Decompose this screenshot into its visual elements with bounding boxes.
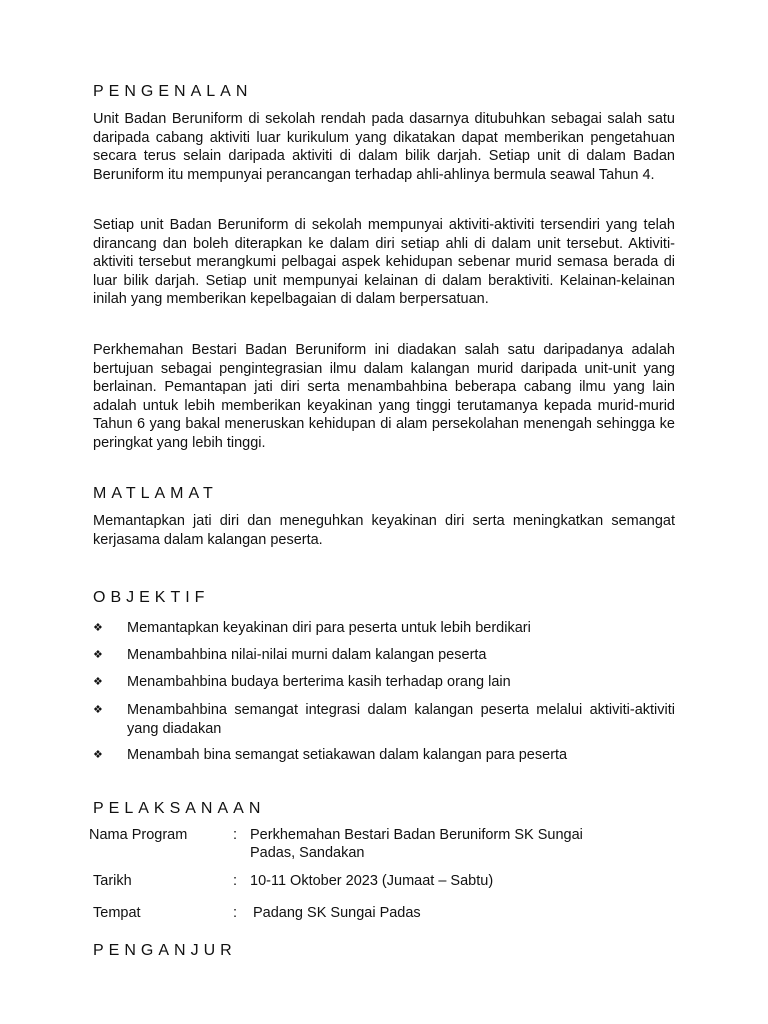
row-colon: : [233,873,238,889]
diamond-bullet-icon: ❖ [93,676,103,688]
pengenalan-paragraph-1: Unit Badan Beruniform di sekolah rendah pada dasarnya ditubuhkan sebagai salah satu daripada cabang aktiviti luar kurikulum yang dikatakan dapat memberikan pengetahuan secara terus selain daripada aktiviti di dalam bilik darjah. Setiap unit di dalam Badan Beruniform itu mempunyai perancangan terhadap ahli-ahlinya bermula seawal Tahun 4. [93,111,675,183]
objektif-item-text: Menambah bina semangat setiakawan dalam kalangan para peserta [127,747,568,763]
diamond-bullet-icon: ❖ [93,749,103,761]
objektif-item-text: Menambahbina nilai-nilai murni dalam kalangan peserta [127,647,487,663]
heading-penganjur: PENGANJUR [93,942,237,959]
list-item [93,673,675,692]
pengenalan-paragraph-2: Setiap unit Badan Beruniform di sekolah mempunyai aktiviti-aktiviti tersendiri yang telah dirancang dan boleh diterapkan ke dalam diri setiap ahli di dalam unit tersebut. Aktiviti- aktiviti tersebut merangkumi pelbagai aspek kehidupan sebenar murid semasa berada di luar bilik darjah. Setiap unit mempunyai kelainan di dalam beraktiviti. Kelainan-kelainan inilah yang memberikan kepelbagaian di dalam berpersatuan. [93,217,675,307]
pelaksanaan-row-tempat [93,904,693,924]
row-label: Nama Program [89,827,188,843]
matlamat-text: Memantapkan jati diri dan meneguhkan keyakinan diri serta meningkatkan semangat kerjasama dalam kalangan peserta. [93,513,675,548]
heading-matlamat: MATLAMAT [93,485,218,502]
row-value: Perkhemahan Bestari Badan Beruniform SK Sungai [250,827,583,843]
heading-pelaksanaan: PELAKSANAAN [93,800,266,817]
diamond-bullet-icon: ❖ [93,649,103,661]
heading-objektif: OBJEKTIF [93,589,210,606]
row-value: 10-11 Oktober 2023 (Jumaat – Sabtu) [250,873,494,889]
row-label: Tarikh [93,873,132,889]
pengenalan-paragraph-3: Perkhemahan Bestari Badan Beruniform ini diadakan salah satu daripadanya adalah bertujuan sebagai pengintegrasian ilmu dalam kalangan murid daripada unit-unit yang berlainan. Pemantapan jati diri serta menambahbina beberapa cabang ilmu yang lain adalah untuk lebih memberikan keyakinan yang tinggi terutamanya kepada murid-murid Tahun 6 yang bakal meneruskan kehidupan di alam persekolahan menengah sehingga ke peringkat yang lebih tinggi. [93,342,675,451]
objektif-item-text: Menambahbina budaya berterima kasih terhadap orang lain [127,674,511,690]
pelaksanaan-row-nama-program [89,826,689,866]
row-colon: : [233,905,238,921]
list-item [93,619,675,638]
row-colon: : [233,827,238,843]
list-item [93,701,675,738]
list-item [93,746,675,765]
row-value-continued: Padas, Sandakan [250,845,365,861]
diamond-bullet-icon: ❖ [93,622,103,634]
heading-pengenalan: PENGENALAN [93,83,253,100]
diamond-bullet-icon: ❖ [93,704,103,716]
objektif-item-text: Memantapkan keyakinan diri para peserta untuk lebih berdikari [127,620,531,636]
pelaksanaan-row-tarikh [93,872,693,892]
list-item [93,646,675,665]
row-label: Tempat [93,905,141,921]
objektif-item-text: Menambahbina semangat integrasi dalam kalangan peserta melalui aktiviti-aktiviti yang diadakan [127,702,675,737]
row-value: Padang SK Sungai Padas [253,905,421,921]
